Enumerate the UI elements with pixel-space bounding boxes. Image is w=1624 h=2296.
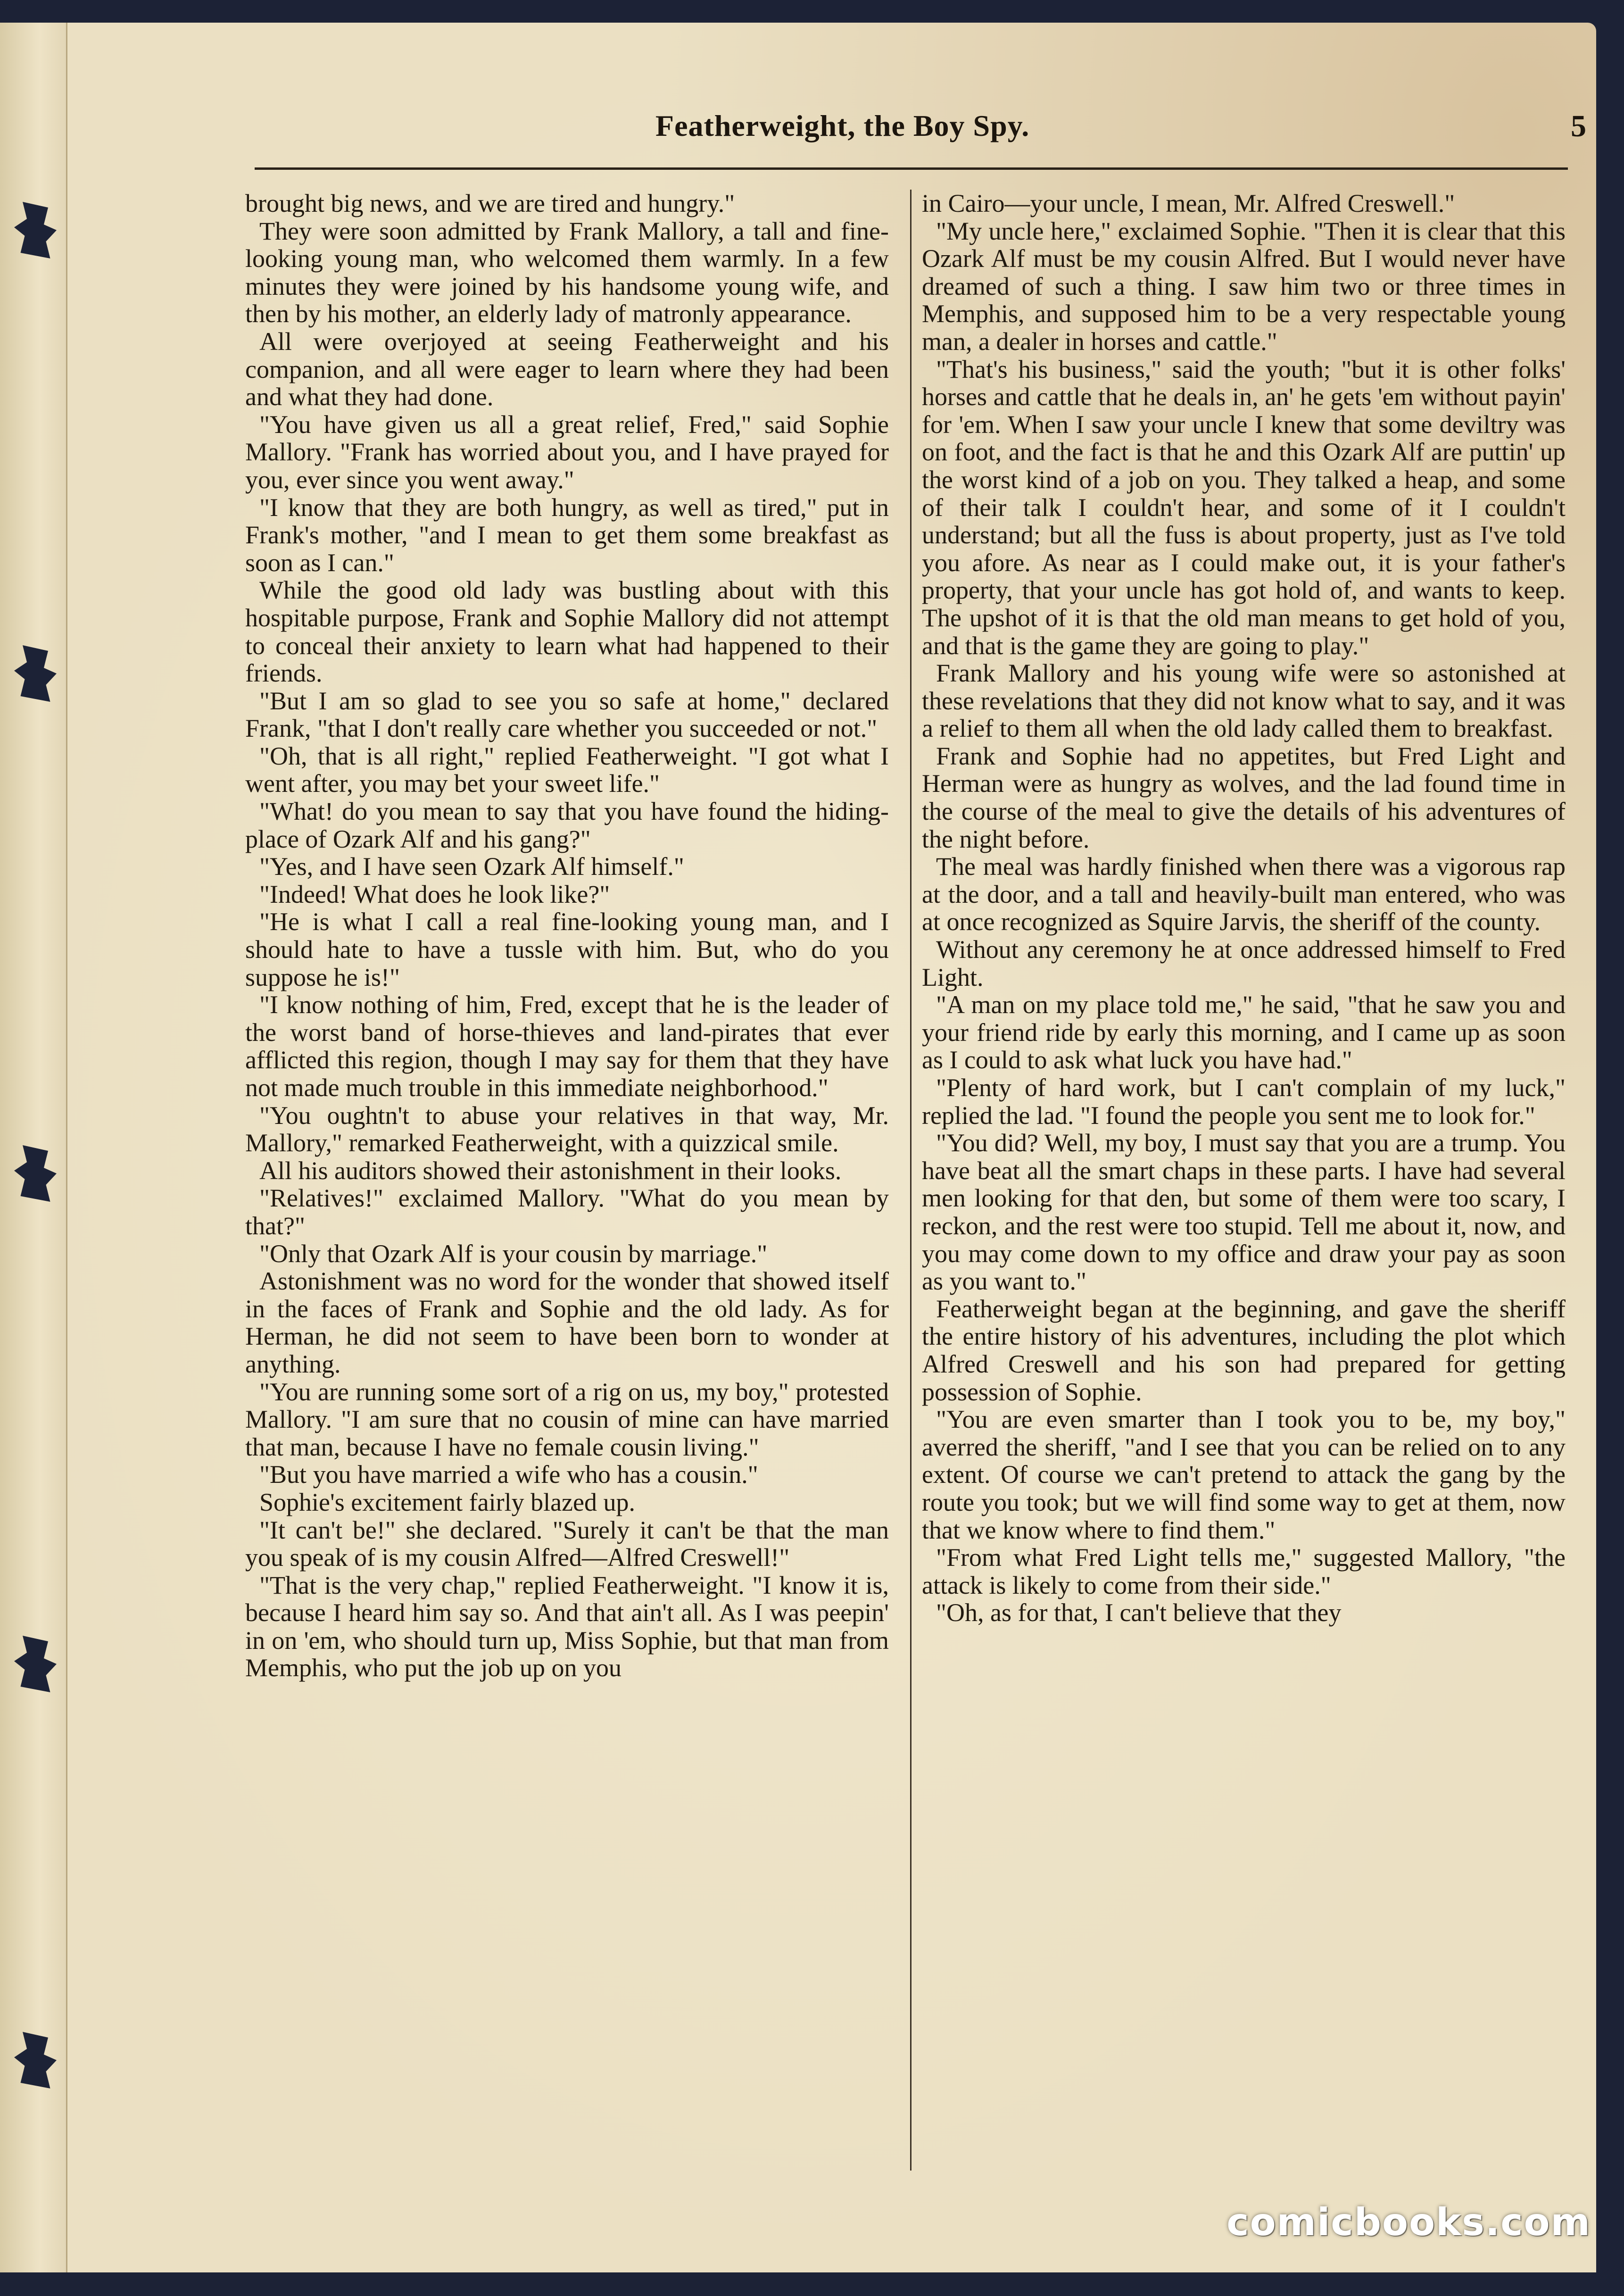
paragraph: Sophie's excitement fairly blazed up. (259, 1488, 635, 1516)
paragraph: "Indeed! What does he look like?" (259, 880, 610, 908)
paragraph: "Only that Ozark Alf is your cousin by marriage." (259, 1239, 768, 1268)
text-column-right (922, 190, 1566, 2171)
paragraph: "You did? Well, my boy, I must say that you are a trump. You have beat all the smart chaps in these parts. I have had several men looking for that den, but some of them were too scary, I reckon, and the rest were too stupid. Tell me about it, now, and you may come down to my office and draw your pay as soon as you want to." (922, 1129, 1566, 1296)
paragraph: "It can't be!" she declared. "Surely it can't be that the man you speak of is my cousin Alfred—Alfred Creswell!" (245, 1515, 889, 1572)
paragraph: "Plenty of hard work, but I can't complain of my luck," replied the lad. "I found the people you sent me to look for." (922, 1073, 1566, 1130)
paragraph: Featherweight began at the beginning, and gave the sheriff the entire history of his adventures, including the plot which Alfred Creswell and his son had prepared for getting possession of Sophie. (922, 1294, 1566, 1406)
page-spine (0, 23, 67, 2272)
paragraph: "Yes, and I have seen Ozark Alf himself." (259, 852, 684, 881)
paragraph: "That's his business," said the youth; "but it is other folks' horses and cattle that he deals in, an' he gets 'em without payin' for 'em. When I saw your uncle I knew that some deviltry was on foot, and the fact is that he and this Ozark Alf are puttin' up the worst kind of a job on you. They talked a heap, and some of their talk I couldn't hear, and some of it I couldn't understand; but all the fuss is about property, just as I've told you afore. As near as I could make out, it is your father's property, that your uncle has got hold of, and wants to keep. The upshot of it is that the old man means to get hold of you, and that is the game they are going to play." (922, 355, 1566, 660)
paragraph: "He is what I call a real fine-looking young man, and I should hate to have a tussle with him. But, who do you suppose he is!" (245, 907, 889, 991)
paragraph: While the good old lady was bustling about with this hospitable purpose, Frank and Sophie Mallory did not attempt to conceal their anxiety to learn what had happened to their friends. (245, 576, 889, 688)
paragraph: in Cairo—your uncle, I mean, Mr. Alfred Creswell." (922, 190, 1455, 217)
binding-hole (14, 645, 57, 702)
paragraph: The meal was hardly finished when there was a vigorous rap at the door, and a tall and heavily-built man entered, who was at once recognized as Squire Jarvis, the sheriff of the county. (922, 852, 1566, 936)
page-number: 5 (1571, 109, 1586, 143)
paragraph: Frank Mallory and his young wife were so astonished at these revelations that they did not know what to say, and it was a relief to them all when the old lady called them to breakfast. (922, 659, 1566, 743)
binding-hole (14, 1636, 57, 1692)
page-header (255, 108, 1596, 160)
header-rule (255, 167, 1568, 170)
running-title: Featherweight, the Boy Spy. (655, 109, 1030, 142)
paragraph: Without any ceremony he at once addressed himself to Fred Light. (922, 935, 1566, 991)
paragraph: They were soon admitted by Frank Mallory, a tall and fine-looking young man, who welcomed them warmly. In a few minutes they were joined by his handsome young wife, and then by his mother, an elderly lady of matronly appearance. (245, 216, 889, 328)
paragraph: Frank and Sophie had no appetites, but Fred Light and Herman were as hungry as wolves, and the lad found time in the course of the meal to give the details of his adventures of the night before. (922, 741, 1566, 853)
paragraph: brought big news, and we are tired and hungry." (245, 190, 735, 217)
paragraph: "My uncle here," exclaimed Sophie. "Then it is clear that this Ozark Alf must be my cousin Alfred. But I would never have dreamed of such a thing. I saw him two or three times in Memphis, and supposed him to be a very respectable young man, a dealer in horses and cattle." (922, 216, 1566, 356)
paragraph: "That is the very chap," replied Featherweight. "I know it is, because I heard him say so. And that ain't all. As I was peepin' in on 'em, who should turn up, Miss Sophie, but that man from Memphis, who put the job up on you (245, 1571, 889, 1682)
column-divider (910, 190, 911, 2171)
binding-hole (14, 2032, 57, 2088)
binding-hole (14, 1145, 57, 1202)
paragraph: All his auditors showed their astonishment in their looks. (259, 1156, 842, 1185)
paragraph: "A man on my place told me," he said, "that he saw you and your friend ride by early this morning, and I came up as soon as I could to ask what luck you have had." (922, 990, 1566, 1074)
paragraph: "What! do you mean to say that you have found the hiding-place of Ozark Alf and his gang?" (245, 797, 889, 853)
paragraph: "You are running some sort of a rig on us, my boy," protested Mallory. "I am sure that no cousin of mine can have married that man, because I have no female cousin living." (245, 1377, 889, 1461)
text-column-left (245, 190, 889, 2171)
paragraph: "You oughtn't to abuse your relatives in that way, Mr. Mallory," remarked Featherweight, with a quizzical smile. (245, 1101, 889, 1157)
paragraph: "You have given us all a great relief, Fred," said Sophie Mallory. "Frank has worried about you, and I have prayed for you, ever since you went away." (245, 410, 889, 494)
paragraph: Astonishment was no word for the wonder that showed itself in the faces of Frank and Sophie and the old lady. As for Herman, he did not seem to have been born to wonder at anything. (245, 1267, 889, 1378)
paragraph: "But I am so glad to see you so safe at home," declared Frank, "that I don't really care whether you succeeded or not." (245, 686, 889, 743)
binding-hole (14, 202, 57, 258)
paragraph: "Oh, as for that, I can't believe that they (936, 1598, 1342, 1627)
paragraph: All were overjoyed at seeing Featherweight and his companion, and all were eager to learn where they had been and what they had done. (245, 327, 889, 411)
paragraph: "You are even smarter than I took you to be, my boy," averred the sheriff, "and I see that you can be relied on to any extent. Of course we can't pretend to attack the gang by the route you took; but we will find some way to get at them, now that we know where to find them." (922, 1405, 1566, 1544)
paragraph: "But you have married a wife who has a cousin." (259, 1460, 758, 1489)
site-watermark: comicbooks.com (1226, 2200, 1591, 2244)
paragraph: "Relatives!" exclaimed Mallory. "What do you mean by that?" (245, 1184, 889, 1240)
paragraph: "Oh, that is all right," replied Featherweight. "I got what I went after, you may bet your sweet life." (245, 741, 889, 798)
paragraph: "From what Fred Light tells me," suggested Mallory, "the attack is likely to come from their side." (922, 1543, 1566, 1599)
paragraph: "I know nothing of him, Fred, except that he is the leader of the worst band of horse-thieves and land-pirates that ever afflicted this region, though I may say for them that they have not made much trouble in this immediate neighborhood." (245, 990, 889, 1102)
paragraph: "I know that they are both hungry, as well as tired," put in Frank's mother, "and I mean to get them some breakfast as soon as I can." (245, 493, 889, 577)
